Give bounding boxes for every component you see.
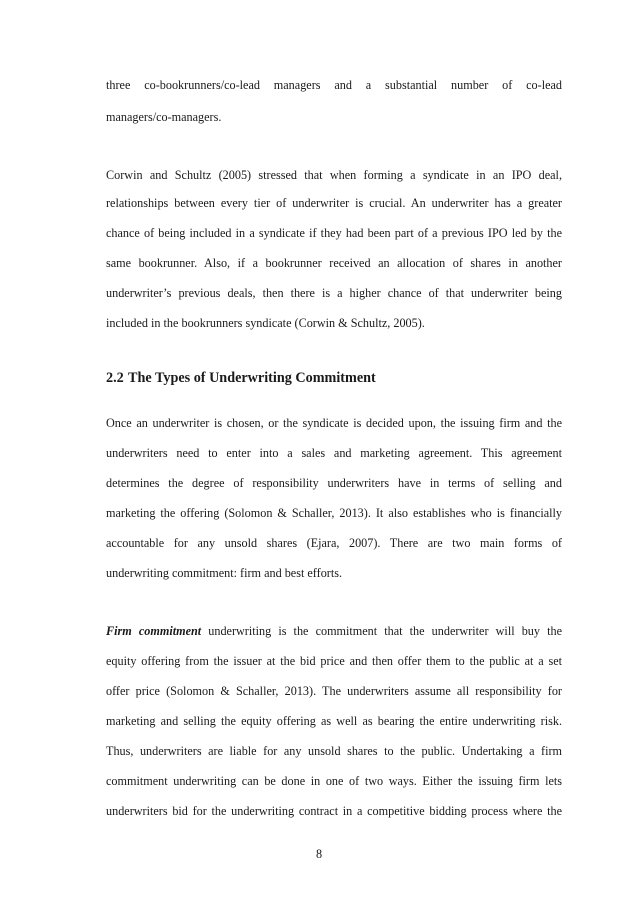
section-number: 2.2	[106, 370, 124, 386]
section-title: The Types of Underwriting Commitment	[128, 370, 376, 386]
paragraph-1-line: three co-bookrunners/co-lead managers and a substantial number of co-lead	[106, 78, 562, 92]
paragraph-2-line: same bookrunner. Also, if a bookrunner received an allocation of shares in another	[106, 256, 562, 270]
section-heading	[106, 370, 376, 386]
paragraph-2-line: underwriter’s previous deals, then there is a higher chance of that underwriter being	[106, 286, 562, 300]
paragraph-3-line: underwriting commitment: firm and best efforts.	[106, 566, 343, 580]
paragraph-3-line: underwriters need to enter into a sales and marketing agreement. This agreement	[106, 446, 562, 460]
paragraph-4-line	[106, 624, 562, 638]
paragraph-4-line: marketing and selling the equity offering as well as bearing the entire underwriting risk.	[106, 714, 562, 728]
paragraph-3-line: determines the degree of responsibility underwriters have in terms of selling and	[106, 476, 562, 490]
firm-commitment-term: Firm commitment	[106, 624, 202, 638]
paragraph-2-line: chance of being included in a syndicate if they had been part of a previous IPO led by the	[106, 226, 562, 240]
paragraph-4-line: equity offering from the issuer at the bid price and then offer them to the public at a set	[106, 654, 562, 668]
paragraph-3-line: marketing the offering (Solomon & Schaller, 2013). It also establishes who is financially	[106, 506, 562, 520]
paragraph-1-line: managers/co-managers.	[106, 110, 222, 124]
paragraph-3-line: Once an underwriter is chosen, or the syndicate is decided upon, the issuing firm and the	[106, 416, 562, 430]
paragraph-2-line: included in the bookrunners syndicate (Corwin & Schultz, 2005).	[106, 316, 425, 330]
paragraph-4-first-line-text: underwriting is the commitment that the underwriter will buy the	[201, 624, 562, 638]
paragraph-4-line: underwriters bid for the underwriting contract in a competitive bidding process where the	[106, 804, 562, 818]
page-number: 8	[315, 847, 323, 861]
paragraph-4-line: Thus, underwriters are liable for any unsold shares to the public. Undertaking a firm	[106, 744, 562, 758]
paragraph-3-line: accountable for any unsold shares (Ejara, 2007). There are two main forms of	[106, 536, 562, 550]
paragraph-4-line: commitment underwriting can be done in one of two ways. Either the issuing firm lets	[106, 774, 562, 788]
paragraph-2-line: relationships between every tier of underwriter is crucial. An underwriter has a greater	[106, 196, 562, 210]
paragraph-4-line: offer price (Solomon & Schaller, 2013). The underwriters assume all responsibility for	[106, 684, 562, 698]
paragraph-2-line: Corwin and Schultz (2005) stressed that when forming a syndicate in an IPO deal,	[106, 168, 562, 182]
